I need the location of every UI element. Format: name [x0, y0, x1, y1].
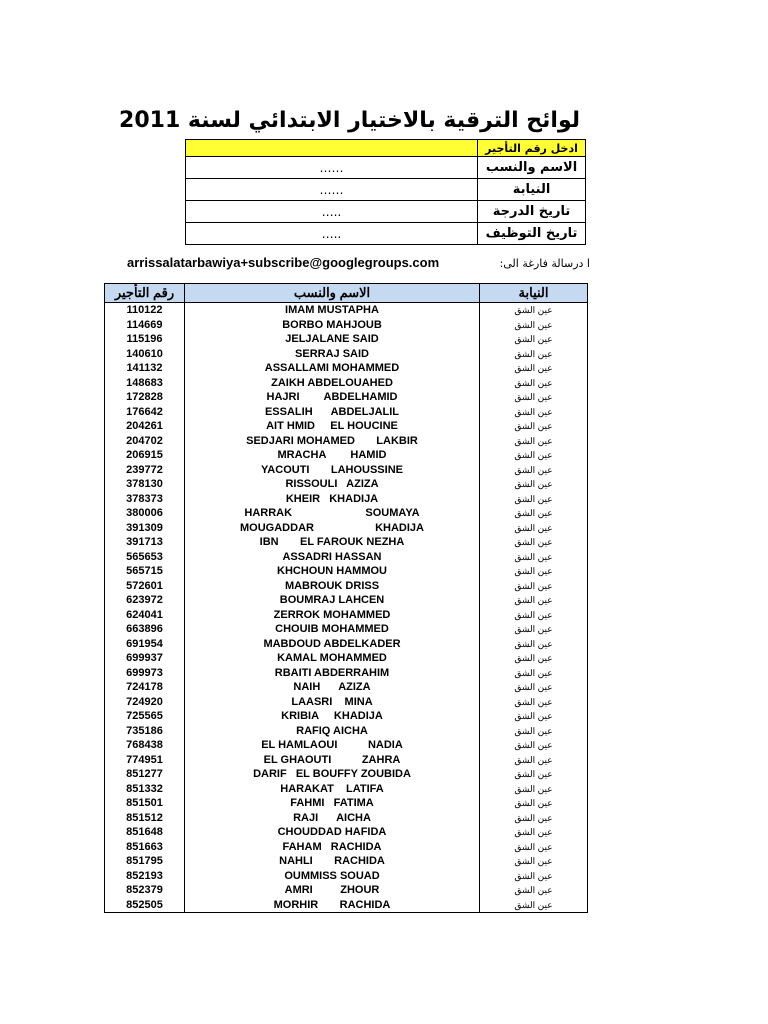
- employee-id: 724920: [105, 695, 185, 710]
- employee-name: EL HAMLAOUI NADIA: [185, 738, 480, 753]
- table-row: [105, 463, 588, 478]
- employee-name: RBAITI ABDERRAHIM: [185, 666, 480, 681]
- employee-office: عين الشق: [480, 898, 588, 913]
- employee-office: عين الشق: [480, 579, 588, 594]
- employee-name: OUMMISS SOUAD: [185, 869, 480, 884]
- table-row: [105, 724, 588, 739]
- employee-name: JELJALANE SAID: [185, 332, 480, 347]
- header-id: رقم التأجير: [105, 284, 185, 303]
- employee-office: عين الشق: [480, 405, 588, 420]
- employee-name: BOUMRAJ LAHCEN: [185, 593, 480, 608]
- employee-office: عين الشق: [480, 535, 588, 550]
- employee-office: عين الشق: [480, 622, 588, 637]
- table-row: [105, 434, 588, 449]
- employee-name: AIT HMID EL HOUCINE: [185, 419, 480, 434]
- employee-id: 391713: [105, 535, 185, 550]
- table-row: [105, 390, 588, 405]
- employee-name: CHOUDDAD HAFIDA: [185, 825, 480, 840]
- employee-office: عين الشق: [480, 506, 588, 521]
- employee-name: DARIF EL BOUFFY ZOUBIDA: [185, 767, 480, 782]
- table-row: [105, 666, 588, 681]
- table-row: [105, 825, 588, 840]
- table-row: [105, 869, 588, 884]
- employee-name: HARRAK SOUMAYA: [185, 506, 480, 521]
- table-row: [105, 477, 588, 492]
- employee-id: 172828: [105, 390, 185, 405]
- employee-name: LAASRI MINA: [185, 695, 480, 710]
- employee-id: 624041: [105, 608, 185, 623]
- employee-id: 148683: [105, 376, 185, 391]
- grade-date-label: تاريخ الدرجة: [478, 201, 586, 223]
- employee-office: عين الشق: [480, 448, 588, 463]
- table-row: [105, 347, 588, 362]
- employee-name: ZERROK MOHAMMED: [185, 608, 480, 623]
- table-row: [105, 753, 588, 768]
- table-row: [105, 376, 588, 391]
- table-row: [105, 579, 588, 594]
- employee-name: FAHAM RACHIDA: [185, 840, 480, 855]
- employee-name: RAFIQ AICHA: [185, 724, 480, 739]
- employee-id: 768438: [105, 738, 185, 753]
- employee-office: عين الشق: [480, 492, 588, 507]
- employee-office: عين الشق: [480, 376, 588, 391]
- table-row: [105, 709, 588, 724]
- name-value: ……: [186, 157, 478, 179]
- employee-name: NAHLI RACHIDA: [185, 854, 480, 869]
- employee-id: 851332: [105, 782, 185, 797]
- employee-office: عين الشق: [480, 303, 588, 318]
- employee-office: عين الشق: [480, 637, 588, 652]
- employee-office: عين الشق: [480, 840, 588, 855]
- employee-id: 378130: [105, 477, 185, 492]
- form-row-grade-date: [186, 201, 586, 223]
- employee-name: RAJI AICHA: [185, 811, 480, 826]
- employee-name: KAMAL MOHAMMED: [185, 651, 480, 666]
- employee-id: 852379: [105, 883, 185, 898]
- form-row-office: [186, 179, 586, 201]
- employee-office: عين الشق: [480, 419, 588, 434]
- employee-name: ESSALIH ABDELJALIL: [185, 405, 480, 420]
- hire-date-value: …..: [186, 223, 478, 245]
- employee-id: 565715: [105, 564, 185, 579]
- employee-name: HAJRI ABDELHAMID: [185, 390, 480, 405]
- employee-id: 114669: [105, 318, 185, 333]
- employee-name: FAHMI FATIMA: [185, 796, 480, 811]
- subscribe-email[interactable]: arrissalatarbawiya+subscribe@googlegroups.com: [127, 255, 440, 270]
- employee-id: 774951: [105, 753, 185, 768]
- employee-id: 140610: [105, 347, 185, 362]
- table-row: [105, 840, 588, 855]
- table-row: [105, 506, 588, 521]
- employee-name: EL GHAOUTI ZAHRA: [185, 753, 480, 768]
- employee-office: عين الشق: [480, 390, 588, 405]
- employee-office: عين الشق: [480, 738, 588, 753]
- employee-id: 141132: [105, 361, 185, 376]
- employee-id: 206915: [105, 448, 185, 463]
- employee-office: عين الشق: [480, 782, 588, 797]
- employee-office: عين الشق: [480, 666, 588, 681]
- employee-office: عين الشق: [480, 854, 588, 869]
- employee-office: عين الشق: [480, 724, 588, 739]
- grade-date-value: …..: [186, 201, 478, 223]
- table-row: [105, 796, 588, 811]
- employee-name: KHCHOUN HAMMOU: [185, 564, 480, 579]
- employee-office: عين الشق: [480, 811, 588, 826]
- header-name: الاسم والنسب: [185, 284, 480, 303]
- employee-office: عين الشق: [480, 695, 588, 710]
- employee-name: KRIBIA KHADIJA: [185, 709, 480, 724]
- employee-id: 691954: [105, 637, 185, 652]
- table-row: [105, 608, 588, 623]
- employee-id: 699973: [105, 666, 185, 681]
- table-row: [105, 782, 588, 797]
- name-label: الاسم والنسب: [478, 157, 586, 179]
- employee-name: ASSALLAMI MOHAMMED: [185, 361, 480, 376]
- employee-name: CHOUIB MOHAMMED: [185, 622, 480, 637]
- employee-name: BORBO MAHJOUB: [185, 318, 480, 333]
- employee-name: NAIH AZIZA: [185, 680, 480, 695]
- employee-office: عين الشق: [480, 550, 588, 565]
- employee-id: 724178: [105, 680, 185, 695]
- table-row: [105, 898, 588, 913]
- employee-name: SERRAJ SAID: [185, 347, 480, 362]
- employee-office: عين الشق: [480, 318, 588, 333]
- employee-id: 851512: [105, 811, 185, 826]
- employee-id: 565653: [105, 550, 185, 565]
- employee-id: 204261: [105, 419, 185, 434]
- employee-id: 735186: [105, 724, 185, 739]
- office-label: النيابة: [478, 179, 586, 201]
- employee-office: عين الشق: [480, 767, 588, 782]
- table-row: [105, 535, 588, 550]
- employee-name: YACOUTI LAHOUSSINE: [185, 463, 480, 478]
- table-row: [105, 593, 588, 608]
- employee-office: عين الشق: [480, 477, 588, 492]
- employee-id: 572601: [105, 579, 185, 594]
- form-row-id: [186, 140, 586, 157]
- header-office: النيابة: [480, 284, 588, 303]
- employee-id: 623972: [105, 593, 185, 608]
- employee-office: عين الشق: [480, 564, 588, 579]
- promotion-table: [104, 283, 588, 913]
- employee-office: عين الشق: [480, 796, 588, 811]
- employee-name: MABDOUD ABDELKADER: [185, 637, 480, 652]
- employee-id: 852505: [105, 898, 185, 913]
- employee-name: RISSOULI AZIZA: [185, 477, 480, 492]
- employee-office: عين الشق: [480, 347, 588, 362]
- form-row-hire-date: [186, 223, 586, 245]
- id-label: ادخل رقم التأجير: [478, 140, 586, 157]
- table-row: [105, 738, 588, 753]
- table-row: [105, 637, 588, 652]
- employee-id: 699937: [105, 651, 185, 666]
- employee-name: MORHIR RACHIDA: [185, 898, 480, 913]
- employee-name: SEDJARI MOHAMED LAKBIR: [185, 434, 480, 449]
- employee-id: 239772: [105, 463, 185, 478]
- employee-name: KHEIR KHADIJA: [185, 492, 480, 507]
- employee-office: عين الشق: [480, 883, 588, 898]
- id-input[interactable]: [186, 140, 478, 157]
- employee-name: MOUGADDAR KHADIJA: [185, 521, 480, 536]
- table-row: [105, 622, 588, 637]
- table-body: [105, 303, 588, 913]
- table-row: [105, 361, 588, 376]
- employee-id: 391309: [105, 521, 185, 536]
- employee-id: 851648: [105, 825, 185, 840]
- table-row: [105, 318, 588, 333]
- employee-id: 851663: [105, 840, 185, 855]
- table-row: [105, 303, 588, 318]
- employee-office: عين الشق: [480, 753, 588, 768]
- employee-id: 115196: [105, 332, 185, 347]
- employee-id: 851501: [105, 796, 185, 811]
- employee-name: MABROUK DRISS: [185, 579, 480, 594]
- employee-id: 380006: [105, 506, 185, 521]
- employee-name: ZAIKH ABDELOUAHED: [185, 376, 480, 391]
- form-row-name: [186, 157, 586, 179]
- lookup-form: [185, 139, 586, 245]
- table-row: [105, 854, 588, 869]
- table-header: [105, 284, 588, 303]
- employee-office: عين الشق: [480, 361, 588, 376]
- employee-id: 852193: [105, 869, 185, 884]
- table-row: [105, 419, 588, 434]
- employee-office: عين الشق: [480, 651, 588, 666]
- employee-office: عين الشق: [480, 680, 588, 695]
- employee-name: AMRI ZHOUR: [185, 883, 480, 898]
- hire-date-label: تاريخ التوظيف: [478, 223, 586, 245]
- employee-office: عين الشق: [480, 521, 588, 536]
- table-row: [105, 811, 588, 826]
- table-row: [105, 492, 588, 507]
- employee-id: 176642: [105, 405, 185, 420]
- employee-name: ASSADRI HASSAN: [185, 550, 480, 565]
- employee-office: عين الشق: [480, 869, 588, 884]
- document-title: لوائح الترقية بالاختيار الابتدائي لسنة 2011: [119, 108, 580, 133]
- table-row: [105, 680, 588, 695]
- table-row: [105, 550, 588, 565]
- employee-office: عين الشق: [480, 463, 588, 478]
- table-row: [105, 521, 588, 536]
- employee-office: عين الشق: [480, 709, 588, 724]
- employee-id: 378373: [105, 492, 185, 507]
- table-row: [105, 564, 588, 579]
- employee-office: عين الشق: [480, 825, 588, 840]
- table-row: [105, 651, 588, 666]
- employee-id: 725565: [105, 709, 185, 724]
- table-row: [105, 695, 588, 710]
- office-value: ……: [186, 179, 478, 201]
- employee-office: عين الشق: [480, 434, 588, 449]
- employee-office: عين الشق: [480, 593, 588, 608]
- employee-name: IBN EL FAROUK NEZHA: [185, 535, 480, 550]
- employee-id: 851277: [105, 767, 185, 782]
- table-row: [105, 767, 588, 782]
- employee-id: 204702: [105, 434, 185, 449]
- employee-id: 851795: [105, 854, 185, 869]
- table-row: [105, 883, 588, 898]
- table-row: [105, 448, 588, 463]
- employee-name: MRACHA HAMID: [185, 448, 480, 463]
- employee-office: عين الشق: [480, 608, 588, 623]
- send-label: ا درسالة فارغة الى:: [499, 257, 590, 270]
- employee-name: IMAM MUSTAPHA: [185, 303, 480, 318]
- employee-id: 663896: [105, 622, 185, 637]
- employee-office: عين الشق: [480, 332, 588, 347]
- table-row: [105, 405, 588, 420]
- employee-id: 110122: [105, 303, 185, 318]
- employee-name: HARAKAT LATIFA: [185, 782, 480, 797]
- table-row: [105, 332, 588, 347]
